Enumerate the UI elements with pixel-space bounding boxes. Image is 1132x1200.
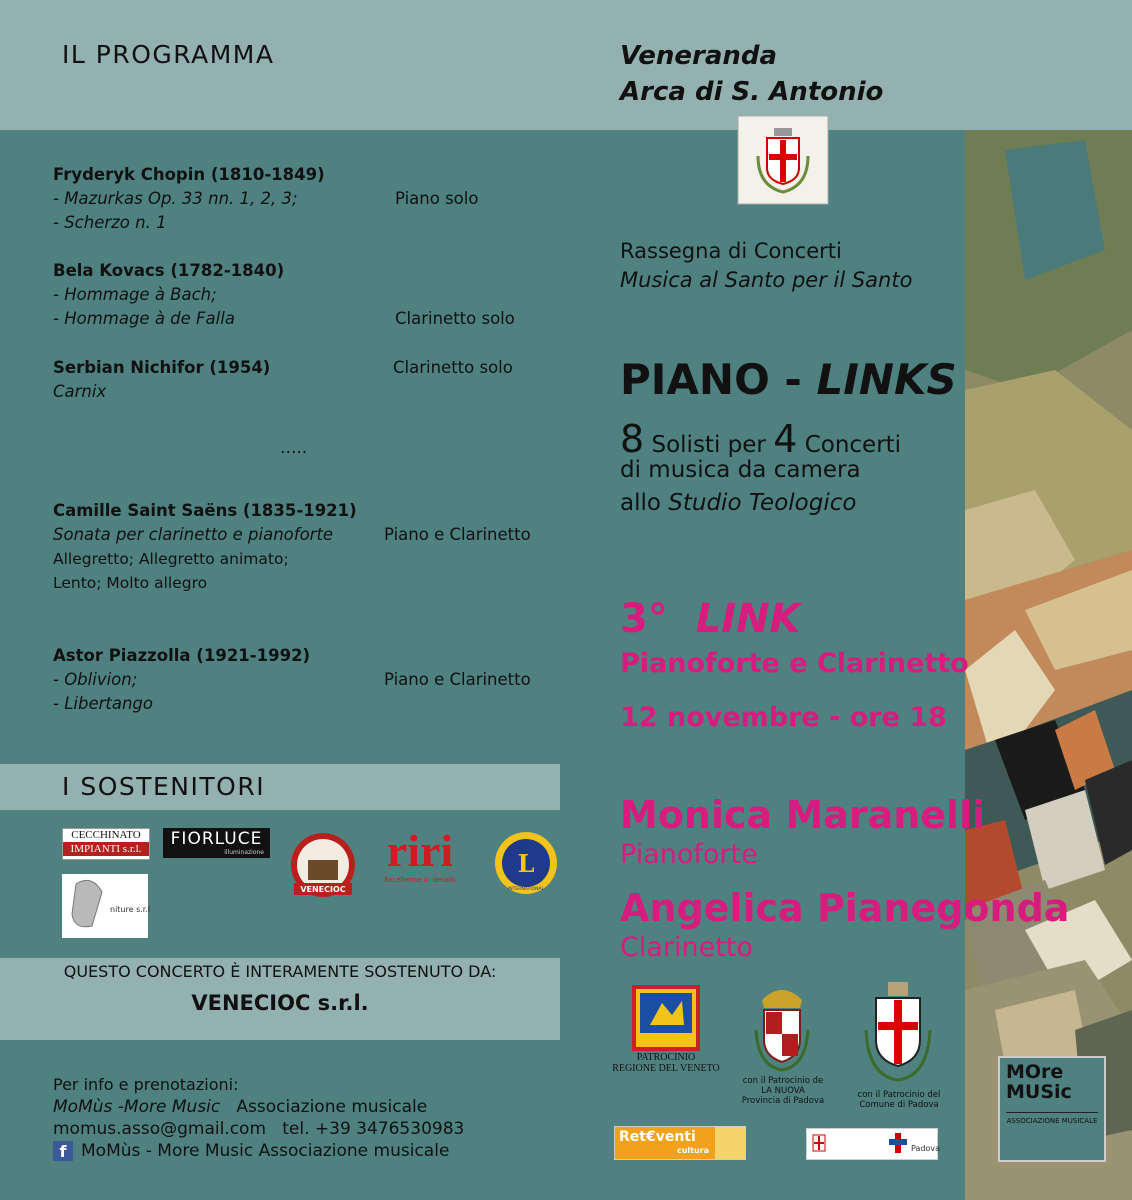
svg-text:L: L (517, 849, 535, 878)
composer: Astor Piazzolla (1921-1992) (53, 646, 311, 665)
regione-veneto-crest (632, 985, 700, 1051)
performer-2: Angelica Pianegonda (620, 886, 1070, 930)
info-contacts (53, 1118, 573, 1140)
more-music-logo: MOre MUSic ASSOCIAZIONE MUSICALE (998, 1056, 1106, 1162)
venecioc-logo (290, 828, 356, 902)
program-item (53, 644, 573, 716)
email-link[interactable]: momus.asso@gmail.com (53, 1119, 267, 1139)
instrument: Piano solo (395, 189, 479, 208)
main-sponsor-note: QUESTO CONCERTO È INTERAMENTE SOSTENUTO DA: (63, 962, 497, 981)
program-item (53, 163, 573, 259)
comune-caption: con il Patrocinio del Comune di Padova (857, 1090, 941, 1110)
piece: Sonata per clarinetto e pianoforte (53, 525, 334, 544)
svg-text:VENECIOC: VENECIOC (300, 885, 346, 894)
program-ellipsis: ….. (280, 438, 307, 457)
facebook-icon: f (53, 1141, 73, 1161)
comune-padova-crest (862, 980, 934, 1084)
event-series-title: PIANO - LINKS (620, 355, 957, 404)
program-list (53, 163, 573, 716)
info-label: Per info e prenotazioni: (53, 1075, 239, 1094)
piece: - Hommage à Bach; (53, 285, 217, 304)
program-item (53, 499, 573, 644)
movements: Allegretto; Allegretto animato; (53, 550, 289, 568)
provincia-caption: con il Patrocinio de LA NUOVA Provincia di Padova (741, 1076, 825, 1106)
program-item (53, 259, 573, 356)
instrument: Clarinetto solo (393, 358, 513, 377)
piece: - Hommage à de Falla (53, 309, 235, 328)
program-item (53, 356, 573, 436)
piece: Carnix (53, 382, 107, 401)
sponsors-title: I SOSTENITORI (62, 772, 266, 801)
main-sponsor-name: VENECIOC s.r.l. (191, 991, 369, 1015)
main-sponsor-box (0, 958, 560, 1040)
facebook-link[interactable]: f MoMùs - More Music Associazione musicale (53, 1140, 573, 1162)
movements: Lento; Molto allegro (53, 574, 208, 592)
series-description: 8 Solisti per 4 Concerti di musica da camera allo Studio Teologico (620, 417, 902, 516)
svg-text:Padova: Padova (911, 1144, 940, 1153)
composer: Serbian Nichifor (1954) (53, 358, 271, 377)
comune-padova-cultura-logo (806, 1128, 938, 1160)
svg-text:niture s.r.l: niture s.r.l (110, 905, 151, 914)
composer: Camille Saint Saëns (1835-1921) (53, 501, 357, 520)
info-org: MoMùs -More Music Associazione musicale (53, 1097, 428, 1117)
composer: Fryderyk Chopin (1810-1849) (53, 165, 325, 184)
venue-title: Veneranda Arca di S. Antonio (620, 41, 884, 107)
niture-logo (62, 874, 151, 938)
instrument: Piano e Clarinetto (384, 670, 531, 689)
programma-title: IL PROGRAMMA (62, 40, 275, 69)
performer-2-role: Clarinetto (620, 932, 753, 963)
lions-logo (493, 830, 559, 896)
rassegna: Rassegna di Concerti Musica al Santo per il Santo (620, 239, 913, 292)
reteventi-logo: Ret€venti cultura (614, 1126, 746, 1160)
link-number: 3° LINK (620, 596, 801, 642)
instrument: Piano e Clarinetto (384, 525, 531, 544)
instrument: Clarinetto solo (395, 309, 515, 328)
performer-1: Monica Maranelli (620, 793, 986, 837)
svg-text:LIONS: LIONS (516, 840, 536, 847)
piece: - Libertango (53, 694, 153, 713)
composer: Bela Kovacs (1782-1840) (53, 261, 285, 280)
contact-info (53, 1074, 573, 1162)
piece: - Mazurkas Op. 33 nn. 1, 2, 3; (53, 189, 298, 208)
piece: - Scherzo n. 1 (53, 213, 167, 232)
provincia-padova-crest (752, 980, 812, 1072)
link-instruments: Pianoforte e Clarinetto (620, 648, 969, 679)
phone-link[interactable]: tel. +39 3476530983 (282, 1119, 465, 1139)
riri-logo: riri Excellence in details (384, 825, 456, 884)
performer-1-role: Pianoforte (620, 839, 758, 870)
cecchinato-logo: CECCHINATO IMPIANTI s.r.l. (62, 828, 150, 860)
veneto-caption: PATROCINIO REGIONE DEL VENETO (612, 1052, 720, 1074)
svg-text:INTERNATIONAL: INTERNATIONAL (507, 887, 545, 892)
arca-crest (738, 116, 828, 204)
abstract-painting (965, 130, 1132, 1200)
piece: - Oblivion; (53, 670, 138, 689)
fiorluce-logo: FIORLUCE illuminazione (163, 828, 270, 858)
event-date: 12 novembre - ore 18 (620, 702, 947, 733)
